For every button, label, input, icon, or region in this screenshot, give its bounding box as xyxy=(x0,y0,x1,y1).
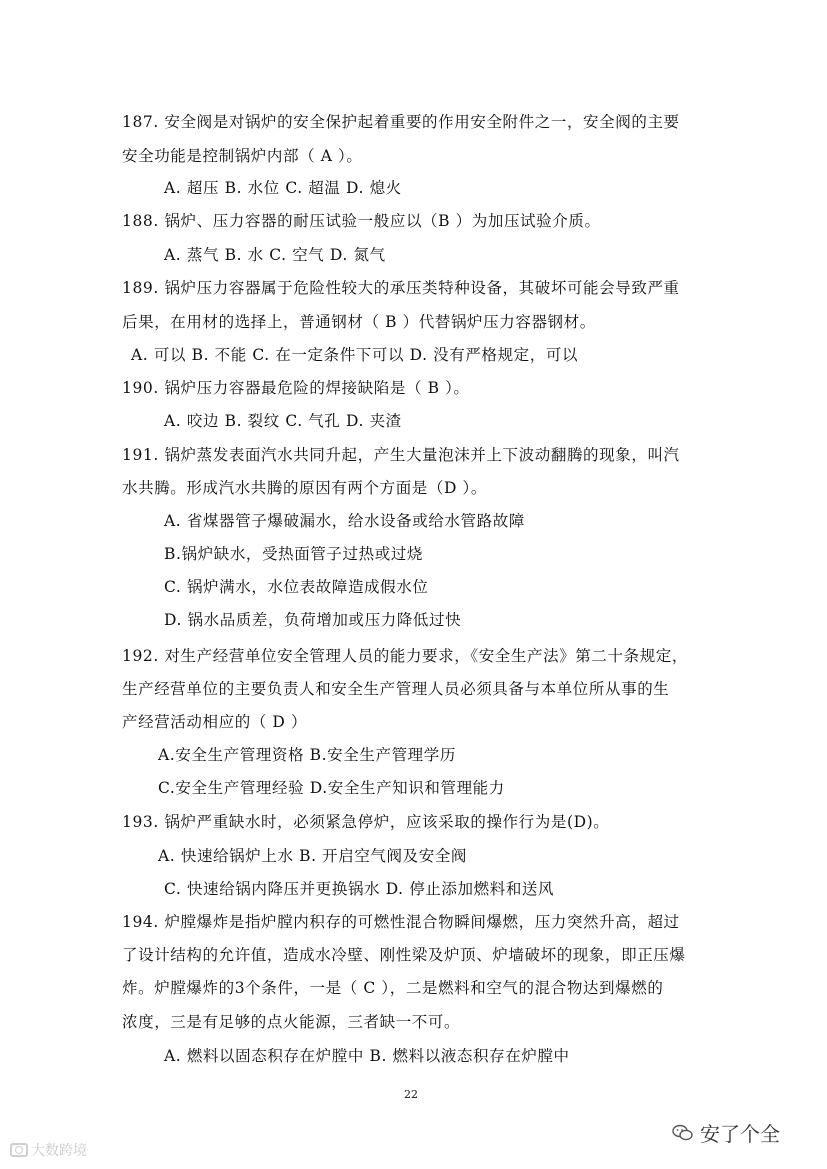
camera-icon xyxy=(10,1143,28,1157)
q190-line-1: 190. 锅炉压力容器最危险的焊接缺陷是（ B ）。 xyxy=(122,379,470,397)
q187-line-1: 187. 安全阀是对锅炉的安全保护起着重要的作用安全附件之一，安全阀的主要 xyxy=(122,113,680,131)
watermark-left-text: 大数跨境 xyxy=(31,1143,87,1159)
q193-line-1: 193. 锅炉严重缺水时，必须紧急停炉，应该采取的操作行为是(D)。 xyxy=(122,813,610,831)
watermark-right xyxy=(672,1118,780,1147)
q191-line-1: 191. 锅炉蒸发表面汽水共同升起，产生大量泡沫并上下波动翻腾的现象，叫汽 xyxy=(122,446,680,464)
q192-line-1: 192. 对生产经营单位安全管理人员的能力要求，《安全生产法》第二十条规定， xyxy=(122,647,688,665)
q189-line-2: 后果，在用材的选择上，普通钢材（ B ）代替锅炉压力容器钢材。 xyxy=(122,313,596,331)
watermark-left xyxy=(10,1140,87,1160)
q189-options: A. 可以 B. 不能 C. 在一定条件下可以 D. 没有严格规定，可以 xyxy=(131,346,579,364)
q192-line-3: 产经营活动相应的（ D ） xyxy=(122,713,308,731)
watermark-right-text: 安了个全 xyxy=(700,1122,780,1146)
q189-line-1: 189. 锅炉压力容器属于危险性较大的承压类特种设备，其破坏可能会导致严重 xyxy=(122,279,680,297)
q192-options-cd: C.安全生产管理经验 D.安全生产知识和管理能力 xyxy=(158,779,505,797)
q191-option-c: C. 锅炉满水，水位表故障造成假水位 xyxy=(164,578,429,596)
q194-line-4: 浓度，三是有足够的点火能源，三者缺一不可。 xyxy=(122,1013,461,1031)
q194-options-ab: A. 燃料以固态积存在炉膛中 B. 燃料以液态积存在炉膛中 xyxy=(164,1047,570,1065)
q192-options-ab: A.安全生产管理资格 B.安全生产管理学历 xyxy=(158,746,456,764)
q193-options-ab: A. 快速给锅炉上水 B. 开启空气阀及安全阀 xyxy=(158,847,468,865)
q188-options: A. 蒸气 B. 水 C. 空气 D. 氮气 xyxy=(164,246,386,264)
q191-option-b: B.锅炉缺水，受热面管子过热或过烧 xyxy=(164,545,424,563)
q191-option-a: A. 省煤器管子爆破漏水，给水设备或给水管路故障 xyxy=(164,512,525,530)
page-number: 22 xyxy=(404,1088,418,1101)
q187-options: A. 超压 B. 水位 C. 超温 D. 熄火 xyxy=(164,179,402,197)
q191-line-2: 水共腾。形成汽水共腾的原因有两个方面是（D ）。 xyxy=(122,479,488,497)
wechat-icon xyxy=(672,1124,694,1142)
q191-option-d: D. 锅水品质差，负荷增加或压力降低过快 xyxy=(164,611,462,629)
q194-line-2: 了设计结构的允许值，造成水冷壁、刚性梁及炉顶、炉墙破坏的现象，即正压爆 xyxy=(122,946,686,964)
q192-line-2: 生产经营单位的主要负责人和安全生产管理人员必须具备与本单位所从事的生 xyxy=(122,680,670,698)
q193-options-cd: C. 快速给锅内降压并更换锅水 D. 停止添加燃料和送风 xyxy=(164,880,555,898)
q190-options: A. 咬边 B. 裂纹 C. 气孔 D. 夹渣 xyxy=(164,412,402,430)
q188-line-1: 188. 锅炉、压力容器的耐压试验一般应以（B ）为加压试验介质。 xyxy=(122,212,601,230)
q194-line-3: 炸。炉膛爆炸的3个条件，一是（ C ），二是燃料和空气的混合物达到爆燃的 xyxy=(122,979,664,997)
q187-line-2: 安全功能是控制锅炉内部（ A ）。 xyxy=(122,147,363,165)
q194-line-1: 194. 炉膛爆炸是指炉膛内积存的可燃性混合物瞬间爆燃，压力突然升高，超过 xyxy=(122,913,680,931)
